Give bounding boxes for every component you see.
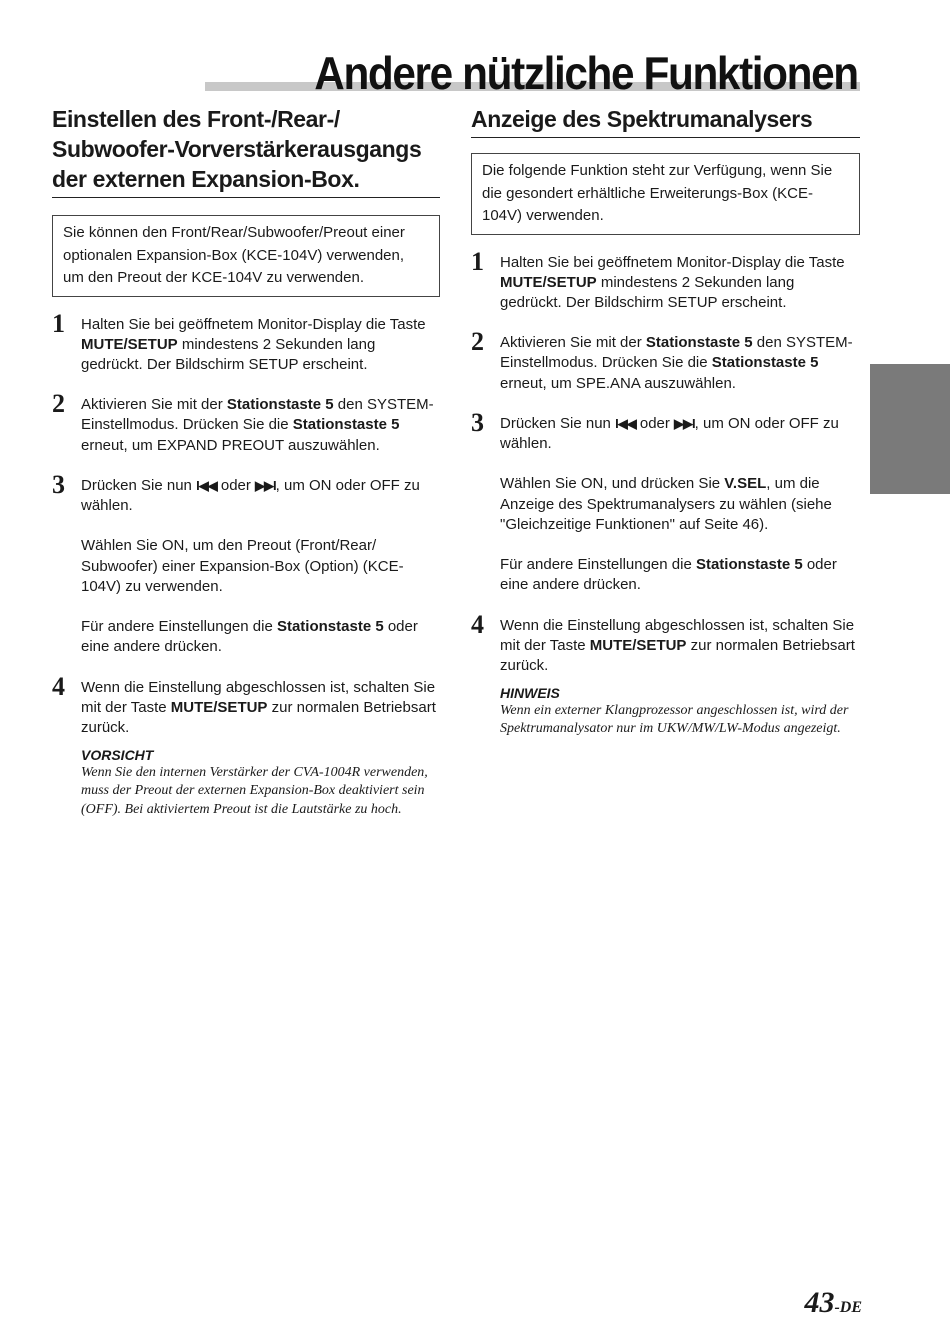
- note-text: Wenn Sie den internen Verstärker der CVA-1004R verwenden, muss der Preout der externen Expansion-Box deaktiviert sein (OFF). Bei aktiviertem Preout ist die Lautstärke zu hoch.: [81, 765, 428, 817]
- right-column: [471, 104, 860, 759]
- right-step-2: [471, 327, 860, 394]
- page-number-value: 43: [804, 1286, 835, 1319]
- side-thumb-tab: [870, 364, 950, 494]
- note-text: Wenn ein externer Klangprozessor angeschlossen ist, wird der Spektrumanalysator nur im UKW/MW/LW-Modus angezeigt.: [500, 703, 849, 737]
- heading-line: Einstellen des Front-/Rear-/: [52, 106, 340, 132]
- right-step-4: [471, 609, 860, 677]
- step-number: 2: [52, 389, 65, 419]
- page-number-suffix: -DE: [834, 1299, 862, 1316]
- left-step-4: [52, 671, 440, 739]
- step-number: 1: [52, 308, 65, 338]
- skip-previous-icon: I◀◀: [615, 415, 636, 431]
- heading-line: der externen Expansion-Box.: [52, 166, 360, 192]
- step-number: 4: [471, 609, 484, 639]
- step-text: Aktivieren Sie mit der Stationstaste 5 den SYSTEM-Einstellmodus. Drücken Sie die Stationstaste 5 erneut, um SPE.ANA auszuwählen.: [500, 334, 853, 392]
- left-section-heading: [52, 104, 440, 198]
- step-text: Wenn die Einstellung abgeschlossen ist, schalten Sie mit der Taste MUTE/SETUP zur normalen Betriebsart zurück.: [81, 678, 436, 736]
- step-text: Drücken Sie nun I◀◀ oder ▶▶I, um ON oder OFF zu wählen.: [81, 476, 420, 514]
- step-number: 2: [471, 327, 484, 357]
- page-title: Andere nützliche Funktionen: [314, 47, 858, 99]
- left-step-1: [52, 308, 440, 376]
- step-text: Für andere Einstellungen die Stationstaste 5 oder eine andere drücken.: [500, 556, 837, 594]
- left-step-2: [52, 389, 440, 456]
- skip-previous-icon: I◀◀: [196, 477, 217, 493]
- left-intro-box: Sie können den Front/Rear/Subwoofer/Preout einer optionalen Expansion-Box (KCE-104V) verwenden, um den Preout der KCE-104V zu verwenden.: [52, 215, 440, 297]
- page-number: [804, 1286, 862, 1320]
- left-steps: [52, 308, 440, 819]
- skip-next-icon: ▶▶I: [255, 477, 276, 493]
- right-steps: [471, 246, 860, 739]
- step-text: Für andere Einstellungen die Stationstaste 5 oder eine andere drücken.: [81, 618, 418, 656]
- left-step-3: [52, 469, 440, 658]
- step-text: Halten Sie bei geöffnetem Monitor-Display die Taste MUTE/SETUP mindestens 2 Sekunden lang gedrückt. Der Bildschirm SETUP erscheint.: [81, 315, 426, 373]
- right-step-3: [471, 407, 860, 596]
- step-number: 3: [52, 469, 65, 499]
- right-section-heading: Anzeige des Spektrumanalysers: [471, 104, 860, 138]
- step-text: Halten Sie bei geöffnetem Monitor-Display die Taste MUTE/SETUP mindestens 2 Sekunden lang gedrückt. Der Bildschirm SETUP erscheint.: [500, 253, 845, 311]
- step-text: Aktivieren Sie mit der Stationstaste 5 den SYSTEM-Einstellmodus. Drücken Sie die Stationstaste 5 erneut, um EXPAND PREOUT auszuwählen.: [81, 396, 434, 454]
- step-text: Wenn die Einstellung abgeschlossen ist, schalten Sie mit der Taste MUTE/SETUP zur normalen Betriebsart zurück.: [500, 616, 855, 674]
- right-intro-box: Die folgende Funktion steht zur Verfügung, wenn Sie die gesondert erhältliche Erweiterungs-Box (KCE-104V) verwenden.: [471, 153, 860, 235]
- right-step-1: [471, 246, 860, 314]
- step-number: 1: [471, 246, 484, 276]
- note-title: HINWEIS: [500, 685, 560, 702]
- left-note: [52, 746, 440, 819]
- left-column: [52, 104, 440, 839]
- note-title: VORSICHT: [81, 747, 154, 764]
- step-text: Drücken Sie nun I◀◀ oder ▶▶I, um ON oder OFF zu wählen.: [500, 414, 839, 452]
- skip-next-icon: ▶▶I: [674, 415, 695, 431]
- step-text: Wählen Sie ON, um den Preout (Front/Rear/ Subwoofer) einer Expansion-Box (Option) (KCE-104V) zu verwenden.: [81, 537, 404, 595]
- step-number: 3: [471, 407, 484, 437]
- step-number: 4: [52, 671, 65, 701]
- heading-line: Subwoofer-Vorverstärkerausgangs: [52, 136, 422, 162]
- right-note: [471, 684, 860, 738]
- step-text: Wählen Sie ON, und drücken Sie V.SEL, um die Anzeige des Spektrumanalysers zu wählen (siehe "Gleichzeitige Funktionen" auf Seite 46).: [500, 475, 832, 533]
